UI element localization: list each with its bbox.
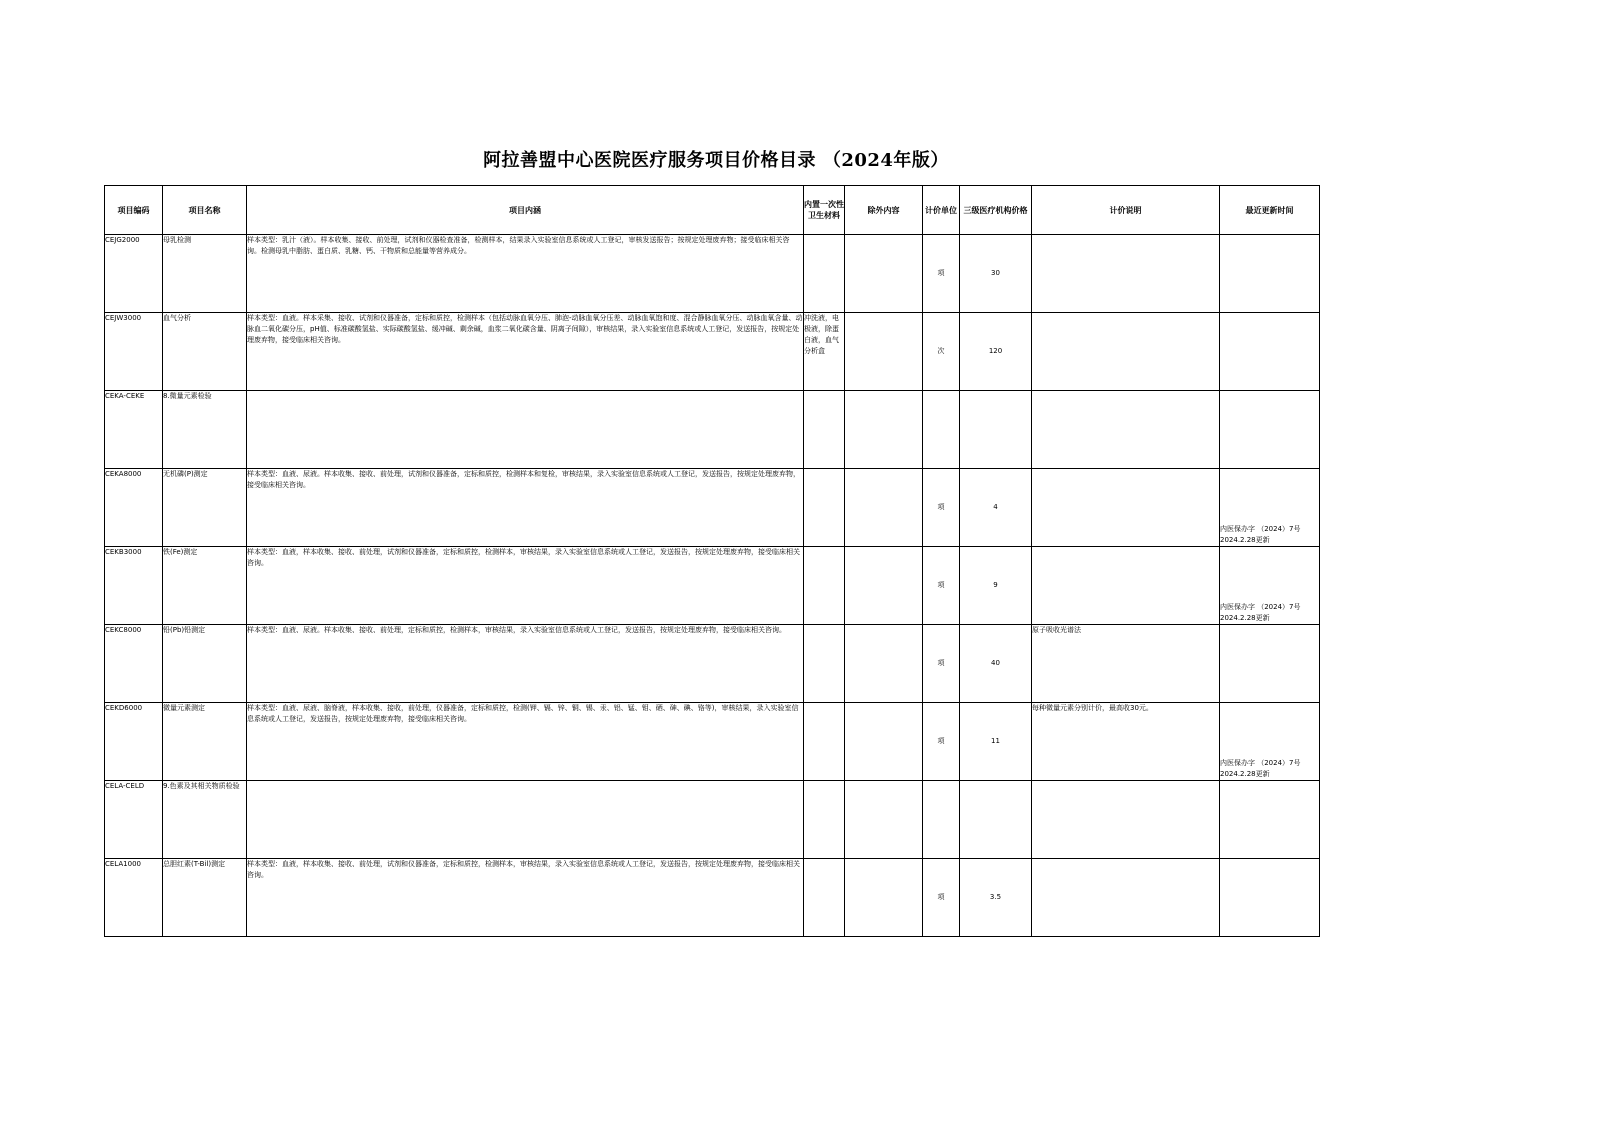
- header-row: [105, 186, 1320, 235]
- item-name: 母乳检测: [163, 235, 247, 313]
- item-price: 3.5: [960, 859, 1032, 937]
- item-note: [1032, 313, 1220, 391]
- item-updated: [1220, 859, 1320, 937]
- table-row: [105, 625, 1320, 703]
- col-header-material: 内置一次性卫生材料: [804, 186, 845, 235]
- item-material: 冲洗液，电极液，除蛋白液，血气分析盒: [804, 313, 845, 391]
- item-price: 4: [960, 469, 1032, 547]
- item-note: [1032, 781, 1220, 859]
- item-content: 样本类型：血液、尿液。样本收集、接收、前处理，定标和质控，检测样本，审核结果，录入实验室信息系统或人工登记，发送报告，按规定处理废弃物，接受临床相关咨询。: [247, 625, 804, 703]
- col-header-unit: 计价单位: [923, 186, 960, 235]
- table-row: [105, 469, 1320, 547]
- item-unit: 项: [923, 703, 960, 781]
- item-exclusion: [845, 625, 923, 703]
- item-code: CEKD6000: [105, 703, 163, 781]
- item-name: 血气分析: [163, 313, 247, 391]
- item-content: 样本类型：血液、尿液、脑脊液，样本收集、接收，前处理，仪器准备，定标和质控，检测(钾、镉、锌、铜、锡、汞、铝、锰、钼、硒、砷、碘、铬等)，审核结果，录入实验室信息系统或人工登记，发送报告，按规定处理废弃物，接受临床相关咨询。: [247, 703, 804, 781]
- item-material: [804, 703, 845, 781]
- item-note: 原子吸收光谱法: [1032, 625, 1220, 703]
- item-updated: 内医保办字 （2024）7号 2024.2.28更新: [1220, 703, 1320, 781]
- item-price: 30: [960, 235, 1032, 313]
- item-name: 铅(Pb)铅测定: [163, 625, 247, 703]
- item-unit: 项: [923, 859, 960, 937]
- item-exclusion: [845, 469, 923, 547]
- price-table: [104, 185, 1320, 937]
- item-content: 样本类型：乳汁（液）。样本收集、接收、前处理，试剂和仪器检查准备，检测样本，结果录入实验室信息系统或人工登记，审核发送报告；按规定处理废弃物；接受临床相关咨询。检测母乳中脂肪、蛋白质、乳糖、钙、干物质和总能量等营养成分。: [247, 235, 804, 313]
- item-code: CELA-CELD: [105, 781, 163, 859]
- item-price: 11: [960, 703, 1032, 781]
- item-material: [804, 781, 845, 859]
- item-unit: 次: [923, 313, 960, 391]
- item-exclusion: [845, 547, 923, 625]
- table-row: [105, 859, 1320, 937]
- item-updated: [1220, 625, 1320, 703]
- item-code: CEKC8000: [105, 625, 163, 703]
- item-code: CELA1000: [105, 859, 163, 937]
- item-price: [960, 781, 1032, 859]
- item-exclusion: [845, 391, 923, 469]
- item-updated: [1220, 391, 1320, 469]
- item-exclusion: [845, 859, 923, 937]
- col-header-price: 三级医疗机构价格: [960, 186, 1032, 235]
- item-content: 样本类型：血液。样本采集、接收、试剂和仪器准备，定标和质控，检测样本（包括动脉血氧分压、肺泡-动脉血氧分压差、动脉血氧饱和度、混合静脉血氧分压、动脉血氧含量、动脉血二氧化碳分压，pH值、标准碳酸氢盐、实际碳酸氢盐、缓冲碱、剩余碱，血浆二氧化碳含量、阴离子间隙），审核结果，录入实验室信息系统或人工登记，发送报告，按规定处理废弃物，接受临床相关咨询。: [247, 313, 804, 391]
- item-updated: 内医保办字 （2024）7号 2024.2.28更新: [1220, 469, 1320, 547]
- table-row: [105, 703, 1320, 781]
- item-updated: 内医保办字 （2024）7号 2024.2.28更新: [1220, 547, 1320, 625]
- item-updated: [1220, 235, 1320, 313]
- item-unit: 项: [923, 547, 960, 625]
- item-unit: 项: [923, 469, 960, 547]
- item-price: 40: [960, 625, 1032, 703]
- item-updated: [1220, 781, 1320, 859]
- col-header-note: 计价说明: [1032, 186, 1220, 235]
- table-row: [105, 235, 1320, 313]
- item-material: [804, 625, 845, 703]
- item-unit: 项: [923, 625, 960, 703]
- item-exclusion: [845, 313, 923, 391]
- item-note: [1032, 469, 1220, 547]
- col-header-code: 项目编码: [105, 186, 163, 235]
- item-exclusion: [845, 235, 923, 313]
- item-note: 每种微量元素分别计价，最高收30元。: [1032, 703, 1220, 781]
- item-name: 8.微量元素检验: [163, 391, 247, 469]
- item-name: 总胆红素(T-Bil)测定: [163, 859, 247, 937]
- item-material: [804, 391, 845, 469]
- item-exclusion: [845, 703, 923, 781]
- item-material: [804, 469, 845, 547]
- table-row: [105, 391, 1320, 469]
- item-note: [1032, 235, 1220, 313]
- item-material: [804, 859, 845, 937]
- item-price: [960, 391, 1032, 469]
- col-header-content: 项目内涵: [247, 186, 804, 235]
- item-content: 样本类型：血液，样本收集、接收、前处理，试剂和仪器准备，定标和质控，检测样本，审核结果，录入实验室信息系统或人工登记，发送报告，按规定处理废弃物，接受临床相关咨询。: [247, 859, 804, 937]
- item-code: CEKA-CEKE: [105, 391, 163, 469]
- item-code: CEJG2000: [105, 235, 163, 313]
- item-material: [804, 547, 845, 625]
- item-note: [1032, 391, 1220, 469]
- col-header-exclusion: 除外内容: [845, 186, 923, 235]
- item-content: [247, 391, 804, 469]
- col-header-updated: 最近更新时间: [1220, 186, 1320, 235]
- col-header-name: 项目名称: [163, 186, 247, 235]
- table-row: [105, 781, 1320, 859]
- item-code: CEKB3000: [105, 547, 163, 625]
- item-code: CEJW3000: [105, 313, 163, 391]
- item-price: 9: [960, 547, 1032, 625]
- item-note: [1032, 547, 1220, 625]
- item-unit: [923, 391, 960, 469]
- item-content: 样本类型：血液，样本收集、接收、前处理，试剂和仪器准备，定标和质控，检测样本，审核结果，录入实验室信息系统或人工登记，发送报告，按规定处理废弃物，接受临床相关咨询。: [247, 547, 804, 625]
- item-exclusion: [845, 781, 923, 859]
- item-material: [804, 235, 845, 313]
- item-unit: [923, 781, 960, 859]
- item-name: 铁(Fe)测定: [163, 547, 247, 625]
- item-note: [1032, 859, 1220, 937]
- table-row: [105, 547, 1320, 625]
- item-unit: 项: [923, 235, 960, 313]
- document-title: 阿拉善盟中心医院医疗服务项目价格目录 （2024年版）: [483, 150, 949, 171]
- item-name: 9.色素及其相关物质检验: [163, 781, 247, 859]
- item-content: [247, 781, 804, 859]
- item-name: 微量元素测定: [163, 703, 247, 781]
- item-name: 无机磷(P)测定: [163, 469, 247, 547]
- table-row: [105, 313, 1320, 391]
- item-code: CEKA8000: [105, 469, 163, 547]
- item-updated: [1220, 313, 1320, 391]
- item-content: 样本类型：血液、尿液。样本收集、接收、前处理，试剂和仪器准备，定标和质控，检测样本和复检，审核结果，录入实验室信息系统或人工登记，发送报告，按规定处理废弃物，接受临床相关咨询。: [247, 469, 804, 547]
- item-price: 120: [960, 313, 1032, 391]
